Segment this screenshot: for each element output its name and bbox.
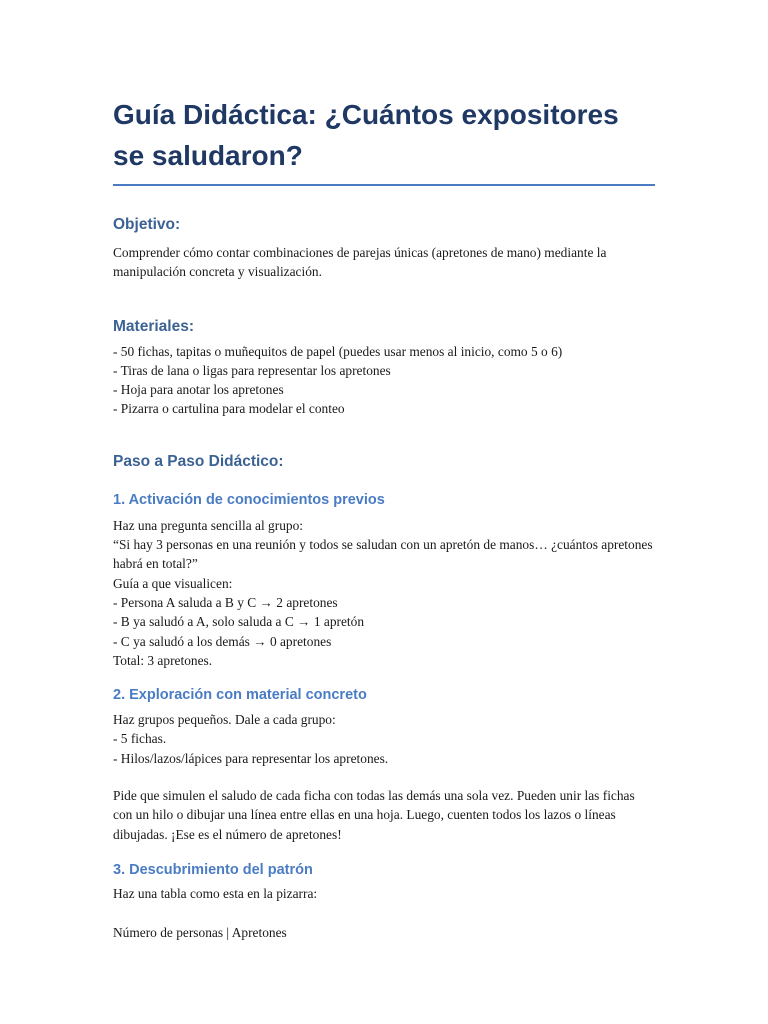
list-item: Guía a que visualicen: [113,575,233,591]
list-item: Haz grupos pequeños. Dale a cada grupo: [113,712,336,728]
step1-heading: 1. Activación de conocimientos previos [113,491,385,508]
list-item: - 50 fichas, tapitas o muñequitos de papel (puedes usar menos al inicio, como 5 o 6) [113,343,563,359]
step3-intro: Haz una tabla como esta en la pizarra: [113,885,318,901]
list-item: - Tiras de lana o ligas para representar los apretones [113,362,391,378]
steps-heading: Paso a Paso Didáctico: [113,452,284,470]
objective-heading: Objetivo: [113,216,181,233]
step1-quote: “Si hay 3 personas en una reunión y todos se saludan con un apretón de manos… ¿cuántos apretones habrá en total?” [113,537,653,572]
list-item: Total: 3 apretones. [113,652,213,668]
objective-text: Comprender cómo contar combinaciones de parejas únicas (apretones de mano) mediante la manipulación concreta y visualización. [113,245,607,280]
step1-intro: Haz una pregunta sencilla al grupo: [113,517,303,533]
step2-heading: 2. Exploración con material concreto [113,687,367,704]
document-page [113,94,655,943]
list-item: - 5 fichas. [113,731,167,747]
step3-heading: 3. Descubrimiento del patrón [113,861,313,878]
list-item: - C ya saludó a los demás → 0 apretones [113,633,332,649]
list-item: - Hoja para anotar los apretones [113,382,284,398]
list-item: - Hilos/lazos/lápices para representar los apretones. [113,750,389,766]
materials-list [113,342,655,419]
step2-paragraph: Pide que simulen el saludo de cada ficha con todas las demás una sola vez. Pueden unir las fichas con un hilo o dibujar una línea entre ellas en una hoja. Luego, cuenten todos los lazos o líneas dibujadas. ¡Ese es el número de apretones! [113,788,635,842]
list-item: - Pizarra o cartulina para modelar el conteo [113,401,345,417]
page-title: Guía Didáctica: ¿Cuántos expositores se saludaron? [113,94,655,186]
list-item: - B ya saludó a A, solo saluda a C → 1 apretón [113,614,365,630]
step1-body [113,516,655,670]
step3-table-header: Número de personas | Apretones [113,925,287,941]
materials-heading: Materiales: [113,317,194,335]
list-item: - Persona A saluda a B y C → 2 apretones [113,594,338,610]
step2-body [113,710,655,768]
